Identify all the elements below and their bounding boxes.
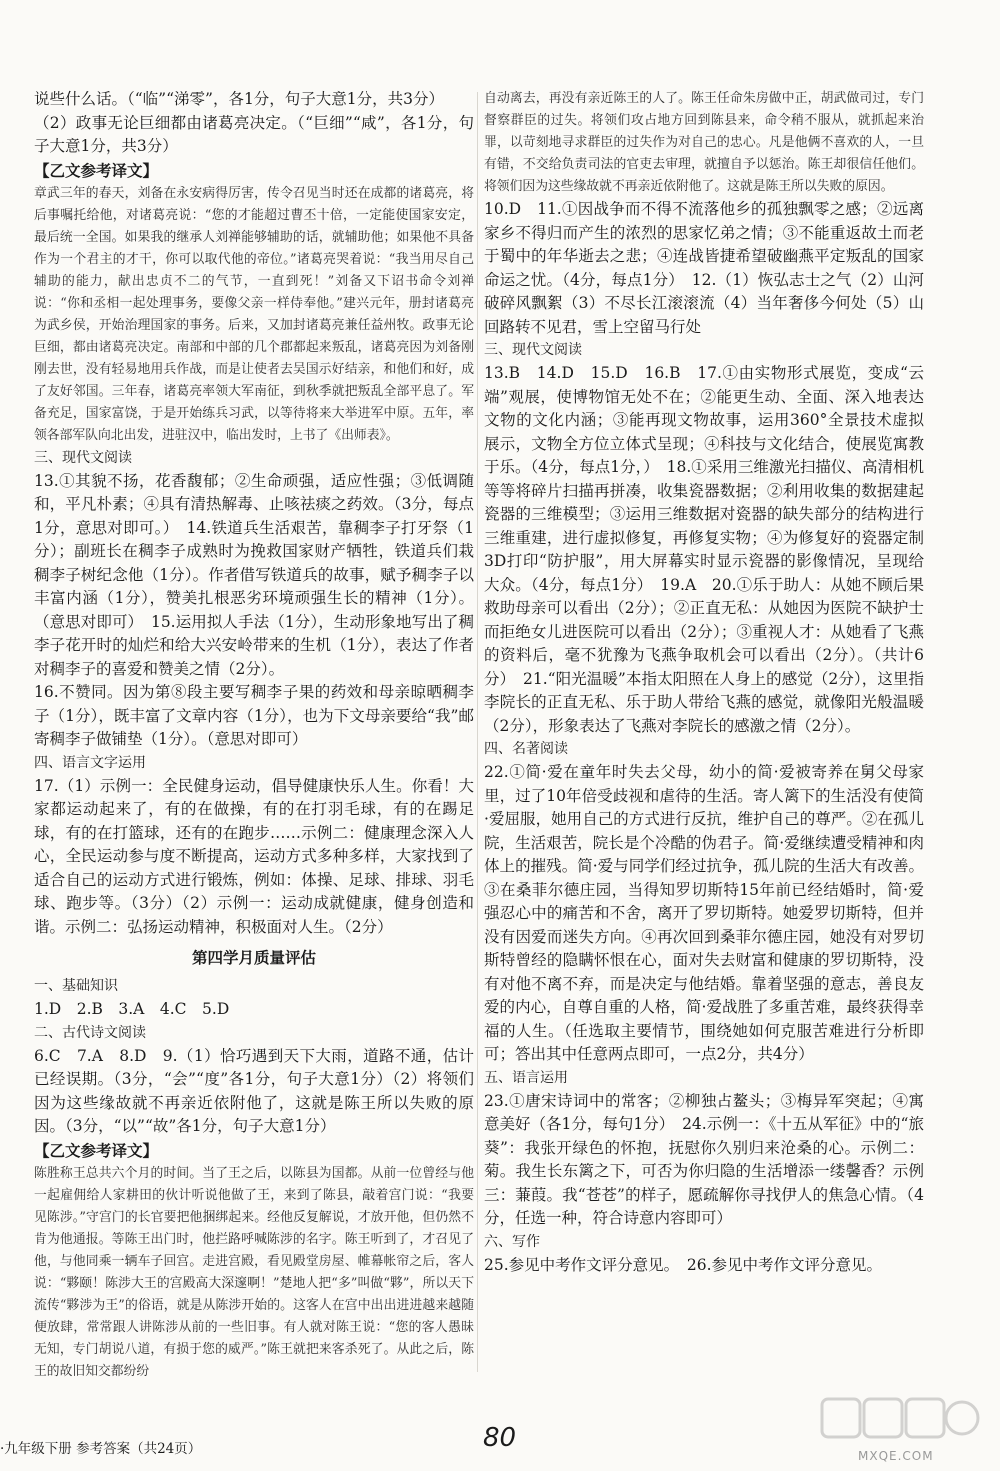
footer-title: ·九年级下册 参考答案（共24页）	[0, 1441, 202, 1457]
right-block-3: 13.B 14.D 15.D 16.B 17.①由实物形式展览，变成“云端”观展，使博物馆无处不在；②能更生动、全面、深入地表达文物的文化内涵；③能再现文物故事，运用360°全景技术虚拟展示，文物全方位立体式呈现；④科技与文化结合，使展览寓教于乐。（4分，每点1分，） 18.①采用三维激光扫描仪、高清相机等等将碎片扫描再拼凑，收集瓷器数据；②利用收集的数据建起瓷器的三维模型；③运用三维数据对瓷器的缺失部分的结构进行三维重建，进行虚拟修复，再修复实物；④为修复好的瓷器定制3D打印“防护服”，用大屏幕实时显示瓷器的影像情况，呈现给大众。（4分，每点1分） 19.A 20.①乐于助人：从她不顾后果救助母亲可以看出（2分）；②正直无私：从她因为医院不缺护士而拒绝女儿进医院可以看出（2分）；③重视人才：从她看了飞燕的资料后，毫不犹豫为飞燕争取机会可以看出（2分）。（共计6分） 21.“阳光温暖”本指太阳照在人身上的感觉（2分），这里指李院长的正直无私、乐于助人带给飞燕的感觉，就像阳光般温暖（2分），形象表达了飞燕对李院长的感激之情（2分）。	[484, 364, 924, 735]
left-block-14: 【乙文参考译文】	[34, 1140, 159, 1160]
right-column	[484, 88, 924, 1277]
left-block-13: 6.C 7.A 8.D 9.（1）恰巧遇到天下大雨，道路不通，估计已经误期。（3分，“会”“度”各1分，句子大意1分）（2）将领们因为这些缘故就不再亲近依附他了，这就是陈王所以失败的原因。（3分，“以”“故”各1分，句子大意1分）	[34, 1046, 474, 1135]
left-block-0: 说些什么话。（“临”“涕零”，各1分，句子大意1分，共3分）	[34, 90, 445, 108]
right-block-8: 六、写作	[484, 1233, 540, 1250]
left-block-12: 二、古代诗文阅读	[34, 1024, 146, 1041]
right-block-2: 三、现代文阅读	[484, 342, 582, 358]
watermark-logo-icon	[820, 1395, 980, 1455]
left-block-10: 一、基础知识	[34, 978, 118, 994]
left-block-3: 章武三年的春天，刘备在永安病得厉害，传令召见当时还在成都的诸葛亮，将后事嘱托给他，对诸葛亮说：“您的才能超过曹丕十倍，一定能使国家安定，最后统一全国。如果我的继承人刘禅能够辅助的话，就辅助他；如果他不具备作为一个君主的才干，你可以取代他的帝位。”诸葛亮哭着说：“我当用尽自己辅助的能力，献出忠贞不二的气节，一直到死！”刘备又下诏书命令刘禅说：“你和丞相一起处理事务，要像父亲一样侍奉他。”建兴元年，册封诸葛亮为武乡侯，开始治理国家的事务。后来，又加封诸葛亮兼任益州牧。政事无论巨细，都由诸葛亮决定。南部和中部的几个郡都起来叛乱，诸葛亮因为刘备刚刚去世，没有轻易地用兵作战，而是让使者去吴国示好结亲，和他们和好，成了友好邻国。三年春，诸葛亮率领大军南征，到秋季就把叛乱全部平息了。军备充足，国家富饶，于是开始练兵习武，以等待将来大举进军中原。五年，率领各部军队向北出发，进驻汉中，临出发时，上书了《出师表》。	[34, 185, 474, 443]
column-divider	[477, 92, 478, 1372]
left-block-1: （2）政事无论巨细都由诸葛亮决定。（“巨细”“咸”，各1分，句子大意1分，共3分）	[34, 113, 474, 155]
right-block-6: 五、语言运用	[484, 1069, 568, 1086]
right-block-4: 四、名著阅读	[484, 741, 568, 757]
left-block-8: 17.（1）示例一：全民健身运动，倡导健康快乐人生。你看！大家都运动起来了，有的在做操，有的在打羽毛球，有的在踢足球，有的在打篮球，还有的在跑步……示例二：健康理念深入人心，全民运动参与度不断提高，运动方式多种多样，大家找到了适合自己的运动方式进行锻炼，例如：体操、足球、排球、羽毛球、跑步等。（3分）（2）示例一：运动成就健康，健身创造和谐。示例二：弘扬运动精神，积极面对人生。（2分）	[34, 776, 474, 936]
left-block-4: 三、现代文阅读	[34, 449, 132, 466]
left-column	[34, 88, 474, 1383]
right-block-5: 22.①简·爱在童年时失去父母，幼小的简·爱被寄养在舅父母家里，过了10年倍受歧视和虐待的生活。寄人篱下的生活没有使简·爱屈服，她用自己的方式进行反抗，维护自己的尊严。②在孤儿院，生活艰苦，院长是个冷酷的伪君子。简·爱继续遭受精神和肉体上的摧残。简·爱与同学们经过抗争，孤儿院的生活大有改善。③在桑菲尔德庄园，当得知罗切斯特15年前已经结婚时，简·爱强忍心中的痛苦和不舍，离开了罗切斯特。她爱罗切斯特，但并没有因爱而迷失方向。④再次回到桑菲尔德庄园，她没有对罗切斯特曾经的隐瞒怀恨在心，面对失去财富和健康的罗切斯特，没有对他不离不弃，而是决定与他结婚。靠着坚强的意志，善良友爱的内心，自尊自重的人格，简·爱战胜了多重苦难，最终获得幸福的人生。（任选取主要情节，围绕她如何克服苦难进行分析即可；答出其中任意两点即可，一点2分，共4分）	[484, 763, 924, 1063]
left-block-2: 【乙文参考译文】	[34, 160, 159, 180]
left-block-11: 1.D 2.B 3.A 4.C 5.D	[34, 1000, 230, 1018]
right-block-1: 10.D 11.①因战争而不得不流落他乡的孤独飘零之感；②远离家乡不得归而产生的浓烈的思家忆弟之情；③不能重返故土而老于蜀中的年华逝去之悲；④连战皆捷希望破幽燕平定叛乱的国家命运之忧。（4分，每点1分） 12.（1）恢弘志士之气（2）山河破碎风飘絮（3）不尽长江滚滚流（4）当年奢侈今何处（5）山回路转不见君，雪上空留马行处	[484, 200, 924, 336]
left-block-6: 16.不赞同。因为第⑧段主要写稠李子果的药效和母亲晾晒稠李子（1分），既丰富了文章内容（1分），也为下文母亲要给“我”邮寄稠李子做铺垫（1分）。（意思对即可）	[34, 683, 474, 748]
left-block-7: 四、语言文字运用	[34, 754, 146, 771]
right-block-9: 25.参见中考作文评分意见。 26.参见中考作文评分意见。	[484, 1255, 883, 1274]
left-block-15: 陈胜称王总共六个月的时间。当了王之后，以陈县为国都。从前一位曾经与他一起雇佣给人家耕田的伙计听说他做了王，来到了陈县，敲着宫门说：“我要见陈涉。”守宫门的长官要把他捆绑起来。经他反复解说，才放开他，但仍然不肯为他通报。等陈王出门时，他拦路呼喊陈涉的名字。陈王听到了，才召见了他，与他同乘一辆车子回宫。走进宫殿，看见殿堂房屋、帷幕帐帘之后，客人说：“夥颐！陈涉大王的宫殿高大深邃啊！”楚地人把“多”叫做“夥”，所以天下流传“夥涉为王”的俗语，就是从陈涉开始的。这客人在宫中出出进进越来越随便放肆，常常跟人讲陈涉从前的一些旧事。有人就对陈王说：“您的客人愚昧无知，专门胡说八道，有损于您的威严。”陈王就把来客杀死了。从此之后，陈王的故旧知交都纷纷	[34, 1165, 474, 1379]
right-block-0: 自动离去，再没有亲近陈王的人了。陈王任命朱房做中正，胡武做司过，专门督察群臣的过失。将领们攻占地方回到陈县来，命令稍不服从，就抓起来治罪，以苛刻地寻求群臣的过失作为对自己的忠心。凡是他俩不喜欢的人，一旦有错，不交给负责司法的官吏去审理，就擅自予以惩治。陈王却很信任他们。将领们因为这些缘故就不再亲近依附他了。这就是陈王所以失败的原因。	[484, 91, 924, 194]
left-block-5: 13.①其貌不扬，花香馥郁；②生命顽强，适应性强；③低调随和，平凡朴素；④具有清热解毒、止咳祛痰之药效。（3分，每点1分，意思对即可。） 14.铁道兵生活艰苦，靠稠李子打牙祭（1分）；副班长在稠李子成熟时为挽救国家财产牺牲，铁道兵们栽稠李子树纪念他（1分）。作者借写铁道兵的故事，赋予稠李子以丰富内涵（1分），赞美扎根恶劣环境顽强生长的精神（1分）。（意思对即可） 15.运用拟人手法（1分），生动形象地写出了稠李子花开时的灿烂和给大兴安岭带来的生机（1分），表达了作者对稠李子的喜爱和赞美之情（2分）。	[34, 471, 474, 678]
watermark-text: MXQE.COM	[858, 1449, 934, 1463]
page-number: 80	[483, 1423, 517, 1453]
right-block-7: 23.①唐宋诗词中的常客；②柳独占鳌头；③梅异军突起；④寓意美好（各1分，每句1分） 24.示例一：《十五从军征》中的“旅葵”：我张开绿色的怀抱，抚慰你久别归来沧桑的心。示例二：菊。我生长东篱之下，可否为你归隐的生活增添一缕馨香？示例三：蒹葭。我“苍苍”的样子，愿疏解你寻找伊人的焦急心情。（4分，任选一种，符合诗意内容即可）	[484, 1091, 924, 1227]
left-block-9: 第四学月质量评估	[191, 948, 316, 967]
